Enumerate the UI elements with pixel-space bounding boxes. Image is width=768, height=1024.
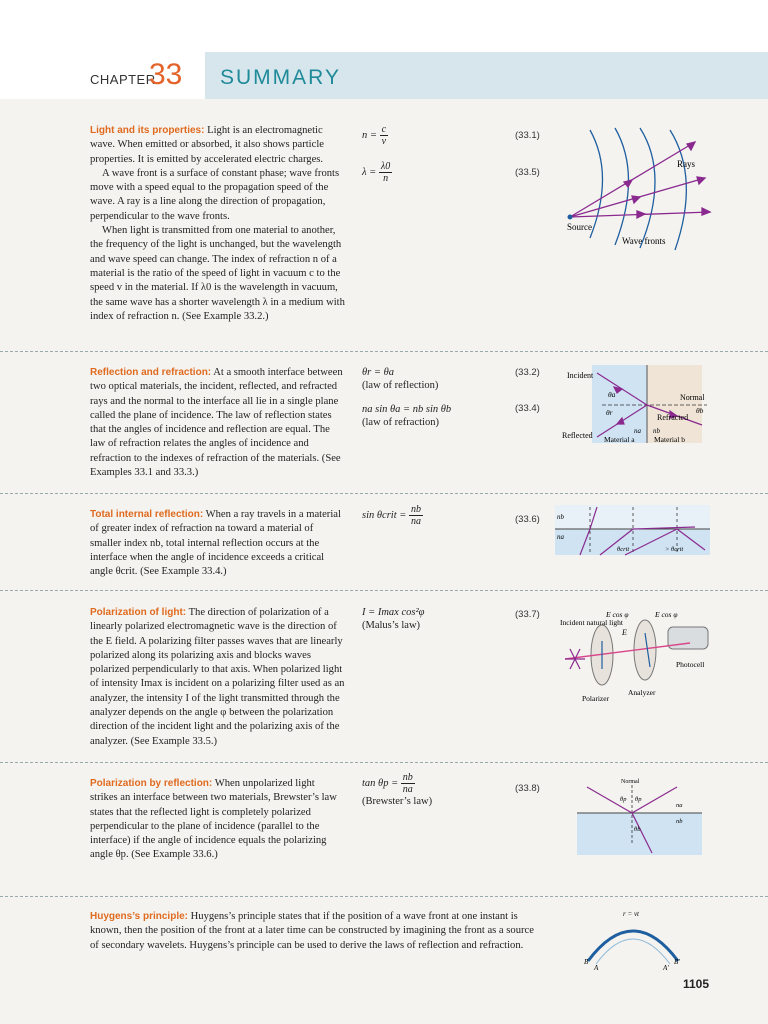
huygens-text: Huygens’s principle states that if the position of a wave front at one instant is known, then the position of the front at a later time can be constructed by imagining the front as a source of secondary wavelets. Huygens’s principle can be used to derive the laws of reflection and refraction.: [90, 911, 534, 951]
refracted-label: Refracted: [657, 413, 689, 422]
brewster-figure: [572, 775, 707, 860]
equation-number: (33.2): [515, 367, 540, 378]
equation-critical-angle: sin θcrit = $\frac{nb}{na}$: [362, 504, 421, 527]
tir-section-text: [90, 508, 345, 579]
photocell-label: Photocell: [676, 660, 705, 669]
light-para-2: A wave front is a surface of constant phase; wave fronts move with a speed equal to the propagation speed of the wave. A ray is a line along the direction of propagation, perpendicular to the wave fronts.: [90, 167, 340, 222]
theta-p-label-2: θp: [635, 796, 642, 803]
ray-arrowhead: [697, 177, 705, 184]
light-heading: Light and its properties:: [90, 125, 205, 136]
material-b-label: Material b: [654, 435, 686, 444]
normal-label: Normal: [680, 393, 705, 402]
radius-label: r = vt: [623, 910, 639, 918]
e-cos-phi-label-2: E cos φ: [655, 610, 678, 619]
na-label: na: [557, 533, 564, 541]
reflection-section-text: [90, 366, 345, 480]
ray-arrowhead: [687, 142, 695, 150]
equation-number: (33.1): [515, 130, 540, 141]
tir-heading: Total internal reflection:: [90, 509, 204, 520]
equation-number: (33.5): [515, 167, 540, 178]
theta-a-label: θa: [608, 390, 616, 399]
refraction-figure: [562, 365, 712, 450]
light-para-3: When light is transmitted from one material to another, the frequency of the light is unchanged, but the wavelength and wave speed can change. The index of refraction n of a material is the ratio of the speed of light in vacuum c to the speed v in the material. If λ0 is the wavelength in vacuum, the same wave has a shorter wavelength λ in a medium with index of refraction n. (See Example 33.2.): [90, 225, 345, 322]
ray-arrowhead: [637, 211, 645, 218]
equation-number: (33.8): [515, 783, 540, 794]
ray-arrowhead: [632, 196, 640, 203]
na-label: na: [634, 427, 641, 435]
brewster-section-text: [90, 777, 345, 863]
reflected-label: Reflected: [562, 431, 593, 440]
analyzer-label: Analyzer: [628, 688, 656, 697]
theta-r-label: θr: [606, 408, 613, 417]
huygens-section-text: [90, 910, 535, 953]
reflection-text: At a smooth interface between two optical materials, the incident, reflected, and refracted rays and the normal to the interface all lie in a single plane called the plane of incidence. The law of reflection states that the angles of incidence and reflection are equal. The law of refraction relates the angles of incidence and refraction to the indexes of refraction of the materials. (See Examples 33.1 and 33.3.): [90, 367, 343, 479]
na-label: na: [676, 802, 683, 809]
source-point: [568, 215, 573, 220]
total-internal-reflection-figure: [555, 505, 710, 560]
brewster-heading: Polarization by reflection:: [90, 778, 213, 789]
theta-b-label: θb: [634, 826, 641, 833]
lower-medium-region: [577, 813, 702, 855]
nb-label: nb: [653, 427, 660, 435]
rays-label: Rays: [677, 159, 695, 169]
material-a-label: Material a: [604, 435, 635, 444]
polarizer-label: Polarizer: [582, 694, 610, 703]
point-b-label: B: [584, 958, 589, 966]
polarization-heading: Polarization of light:: [90, 607, 187, 618]
e-vector-label: E: [622, 628, 627, 637]
theta-p-label-1: θp: [620, 796, 627, 803]
theta-b-label: θb: [696, 406, 704, 415]
point-a-prime-label: A′: [663, 964, 669, 971]
light-section-text: [90, 124, 345, 324]
ray-arrowhead: [624, 180, 632, 187]
nb-label: nb: [676, 818, 683, 825]
section-divider: [0, 762, 768, 763]
equation-law-of-reflection: θr = θa (law of reflection): [362, 367, 439, 391]
wave-fronts-label: Wave fronts: [622, 236, 666, 246]
reflection-heading: Reflection and refraction:: [90, 367, 212, 378]
theta-crit-label: θcrit: [617, 546, 630, 553]
greater-than-crit-label: > θcrit: [665, 546, 684, 553]
tir-text: When a ray travels in a material of greater index of refraction na toward a material of smaller index nb, total internal reflection occurs at the interface when the angle of incidence exceeds a critical angle θcrit. (See Example 33.4.): [90, 509, 341, 578]
equation-index-of-refraction: n = $\frac{c}{v}$: [362, 124, 387, 147]
source-label: Source: [567, 222, 592, 232]
section-divider: [0, 590, 768, 591]
huygens-wavelet-figure: [578, 906, 688, 971]
incident-label: Incident: [567, 371, 594, 380]
polarization-text: The direction of polarization of a linearly polarized electromagnetic wave is the direction of the E field. A polarizing filter passes waves that are linearly polarized along its polarizing axis and blocks waves polarized perpendicularly to that axis. When polarized light of intensity Imax is incident on a polarizing filter used as an analyzer, the intensity I of the light transmitted through the analyzer depends on the angle φ between the polarization direction of the incident light and the polarizing axis of the analyzer. (See Example 33.5.): [90, 607, 345, 747]
equation-wavelength: λ = $\frac{\lambda 0}{n}$: [362, 161, 391, 184]
nb-label: nb: [557, 513, 564, 521]
section-divider: [0, 493, 768, 494]
medium-b-region: [555, 505, 710, 529]
wave-fronts-figure: [560, 120, 720, 255]
section-divider: [0, 896, 768, 897]
normal-label: Normal: [621, 779, 640, 785]
polarization-section-text: [90, 606, 345, 749]
page-number: 1105: [683, 977, 710, 991]
incident-light-label: Incident natural light: [560, 618, 623, 627]
equation-number: (33.7): [515, 609, 540, 620]
light-beam: [565, 643, 690, 659]
chapter-label: CHAPTER: [90, 72, 156, 87]
e-cos-phi-label-1: E cos φ: [606, 610, 629, 619]
wave-front-arc: [640, 128, 655, 248]
equation-number: (33.6): [515, 514, 540, 525]
equation-law-of-refraction: na sin θa = nb sin θb (law of refraction): [362, 404, 452, 428]
chapter-number: 33: [149, 58, 183, 91]
equation-number: (33.4): [515, 403, 540, 414]
polarizer-analyzer-figure: [560, 605, 715, 735]
section-divider: [0, 351, 768, 352]
huygens-heading: Huygens’s principle:: [90, 911, 188, 922]
light-para-1: Light is an electromagnetic wave. When emitted or absorbed, it also shows particle properties. It is emitted by accelerated electric charges.: [90, 125, 324, 165]
point-a-label: A: [594, 964, 599, 971]
summary-title: SUMMARY: [220, 66, 341, 89]
point-b-prime-label: B′: [674, 958, 680, 966]
equation-malus-law: I = Imax cos²φ (Malus’s law): [362, 607, 425, 631]
equation-brewster-law: tan θp = $\frac{nb}{na}$ (Brewster’s law): [362, 772, 433, 807]
brewster-text: When unpolarized light strikes an interface between two materials, Brewster’s law states that the reflected light is completely polarized perpendicular to the plane of incidence (parallel to the interface) if the angle of incidence equals the polarizing angle θp. (See Example 33.6.): [90, 778, 337, 861]
ray-arrowhead: [702, 208, 710, 215]
